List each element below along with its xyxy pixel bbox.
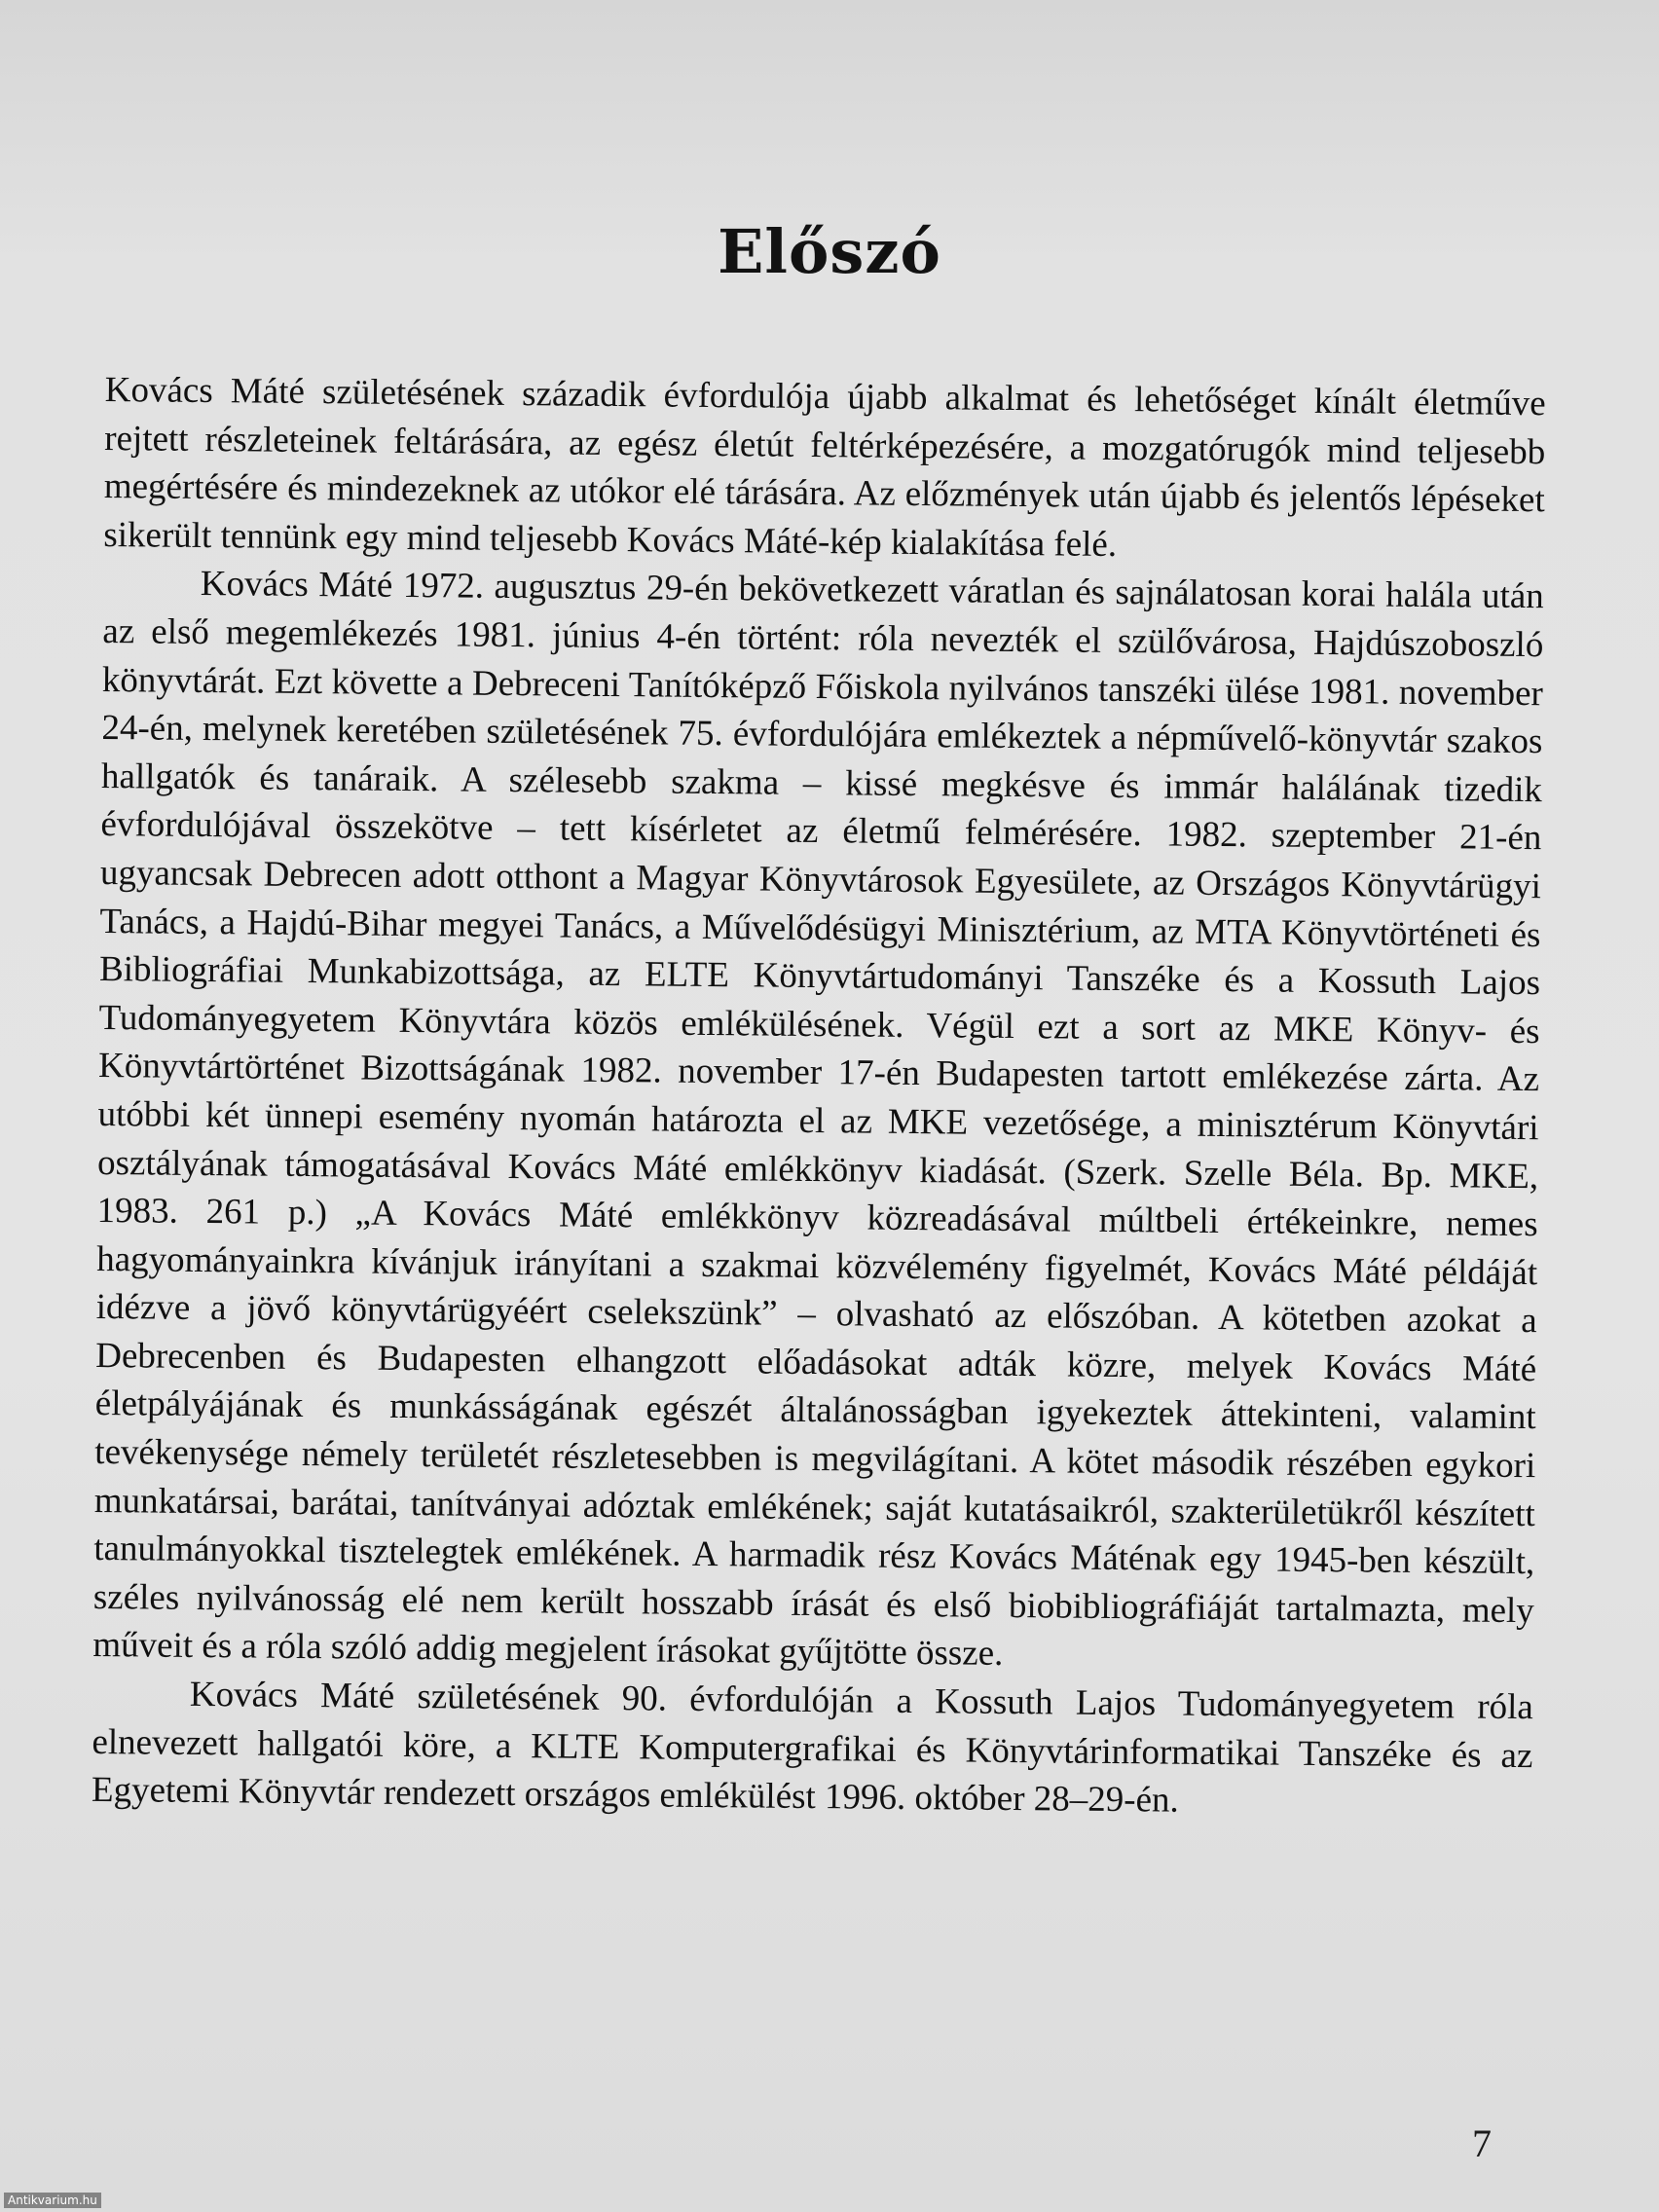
chapter-title: Előszó: [718, 216, 941, 287]
show-through-text: [156, 0, 1577, 409]
paragraph-1: Kovács Máté születésének századik évfordulója újabb alkalmat és lehetőséget kínált életműve rejtett részleteinek feltárására, az egész életút feltérképezésére, a mozgatórugók mind teljesebb megértésére és mindezeknek az utókor elé tárására. Az előzmények után újabb és jelentős lépéseket sikerült tennünk egy mind teljesebb Kovács Máté-kép kialakítása felé.: [103, 369, 1546, 565]
paragraph-2: Kovács Máté 1972. augusztus 29-én bekövetkezett váratlan és sajnálatosan korai halála után az első megemlékezés 1981. június 4-én történt: róla nevezték el szülővárosa, Hajdúszoboszló könyvtárát. Ezt követte a Debreceni Tanítóképző Főiskola nyilvános tanszéki ülése 1981. november 24-én, melynek keretében születésének 75. évfordulójára emlékeztek a népművelő-könyvtár szakos hallgatók és tanáraik. A szélesebb szakma – kissé megkésve és immár halálának tizedik évfordulójával összekötve – tett kísérletet az életmű felmérésére. 1982. szeptember 21-én ugyancsak Debrecen adott otthont a Magyar Könyvtárosok Egyesülete, az Országos Könyvtárügyi Tanács, a Hajdú-Bihar megyei Tanács, a Művelődésügyi Minisztérium, az MTA Könyvtörténeti és Bibliográfiai Munkabizottsága, az ELTE Könyvtártudományi Tanszéke és a Kossuth Lajos Tudományegyetem Könyvtára közös emlékülésének. Végül ezt a sort az MKE Könyv- és Könyvtártörténet Bizottságának 1982. november 17-én Budapesten tartott emlékezése zárta. Az utóbbi két ünnepi esemény nyomán határozta el az MKE vezetősége, a minisztérum Könyvtári osztályának támogatásával Kovács Máté emlékkönyv kiadását. (Szerk. Szelle Béla. Bp. MKE, 1983. 261 p.) „A Kovács Máté emlékkönyv közreadásával múltbeli értékeinkre, nemes hagyományainkra kívánjuk irányítani a szakmai közvélemény figyelmét, Kovács Máté példáját idézve a jövő könyvtárügyéért cselekszünk” – olvasható az előszóban. A kötetben azokat a Debrecenben és Budapesten elhangzott előadásokat adták közre, melyek Kovács Máté életpályájának és munkásságának egészét általánosságban igyekeztek áttekinteni, valamint tevékenysége némely területét részletesebben is megvilágítani. A kötet második részében egykori munkatársai, barátai, tanítványai adóztak emlékének; saját kutatásaikról, szakterületükről készített tanulmányokkal tisztelegtek emlékének. A harmadik rész Kovács Máténak egy 1945-ben készült, széles nyilvánosság elé nem került hosszabb írását és első biobibliográfiáját tartalmazta, mely műveit és a róla szóló addig megjelent írásokat gyűjtötte össze.: [92, 564, 1544, 1675]
chapter-body: [92, 366, 1546, 1828]
page-number: 7: [1472, 2121, 1492, 2165]
paragraph-3: Kovács Máté születésének 90. évfordulóján a Kossuth Lajos Tudományegyetem róla elnevezett hallgatói köre, a KLTE Komputergrafikai és Könyvtárinformatikai Tanszéke és az Egyetemi Könyvtár rendezett országos emlékülést 1996. október 28–29-én.: [91, 1674, 1534, 1821]
watermark: Antikvarium.hu: [4, 2193, 101, 2208]
